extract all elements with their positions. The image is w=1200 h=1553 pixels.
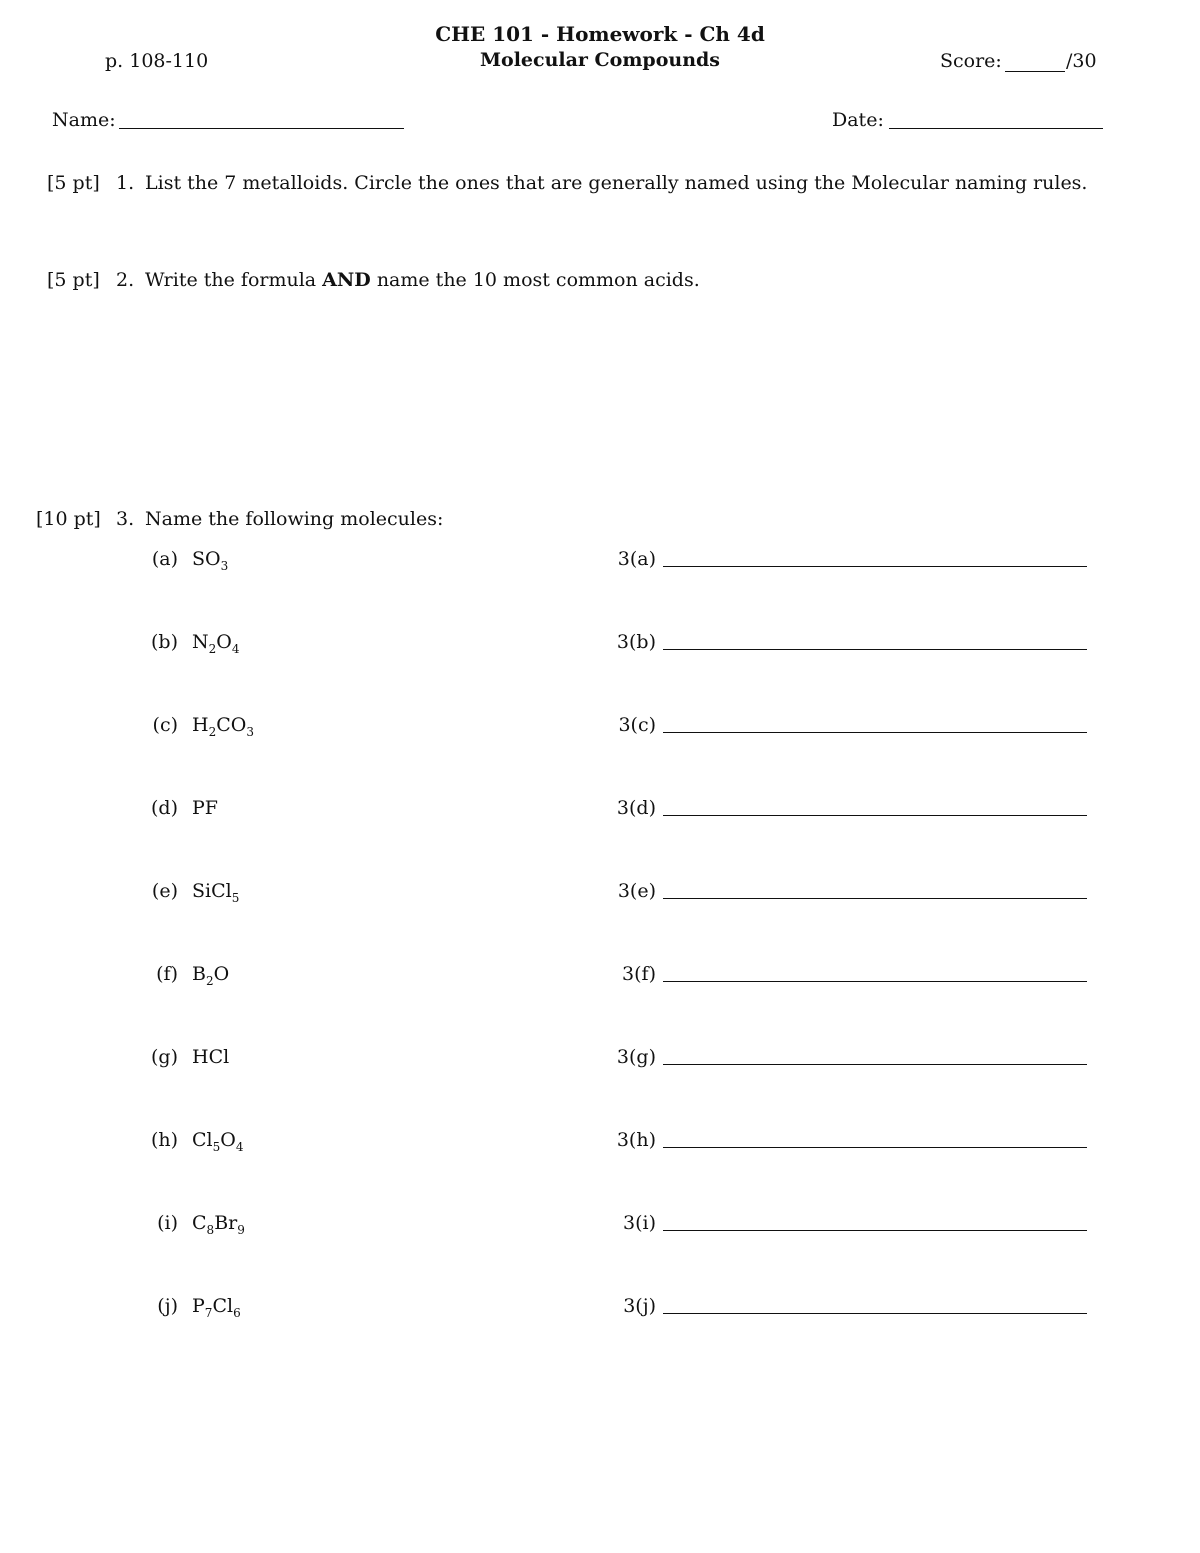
answer-blank[interactable]: [663, 649, 1087, 650]
molecule-formula: HCl: [192, 1046, 230, 1068]
question-2-points: [5 pt]: [47, 269, 100, 291]
answer-label: 3(a): [617, 548, 656, 570]
question-2-text-before: Write the formula: [145, 269, 317, 291]
molecule-item-label: (f): [156, 963, 178, 985]
question-1-points: [5 pt]: [47, 172, 100, 194]
molecule-item-label: (h): [150, 1129, 178, 1151]
answer-label: 3(g): [616, 1046, 656, 1068]
page-subtitle: Molecular Compounds: [479, 49, 720, 71]
answer-blank[interactable]: [663, 1230, 1087, 1231]
molecule-item-label: (g): [151, 1046, 178, 1068]
answer-blank[interactable]: [663, 1147, 1087, 1148]
answer-label: 3(c): [618, 714, 656, 736]
answer-blank[interactable]: [663, 981, 1087, 982]
question-2-text-after: name the 10 most common acids.: [376, 269, 700, 291]
answer-blank[interactable]: [663, 898, 1087, 899]
question-2-text: [145, 269, 700, 291]
question-1-text: List the 7 metalloids. Circle the ones that are generally named using the Molecular naming rules.: [145, 172, 1088, 194]
score-blank[interactable]: [1005, 71, 1065, 72]
name-label: Name:: [52, 109, 116, 131]
page-range: p. 108-110: [105, 50, 209, 72]
question-2-number: 2.: [116, 269, 135, 291]
answer-blank[interactable]: [663, 566, 1087, 567]
molecule-item-label: (b): [151, 631, 178, 653]
answer-label: 3(i): [623, 1212, 656, 1234]
question-1-number: 1.: [116, 172, 135, 194]
page-title: CHE 101 - Homework - Ch 4d: [435, 22, 765, 46]
answer-label: 3(f): [622, 963, 656, 985]
molecule-formula: $C_8Br_9$: [192, 1212, 245, 1237]
answer-blank[interactable]: [663, 1313, 1087, 1314]
score-total: /30: [1066, 50, 1097, 72]
question-2-emphasis: AND: [322, 269, 371, 291]
molecule-formula: $H_2CO_3$: [192, 714, 254, 739]
molecule-item-label: (e): [151, 880, 178, 902]
date-field[interactable]: [889, 128, 1103, 129]
answer-label: 3(e): [617, 880, 656, 902]
molecule-formula: $N_2O_4$: [192, 631, 240, 656]
question-3-text: Name the following molecules:: [145, 508, 444, 530]
molecule-item-label: (i): [157, 1212, 178, 1234]
molecule-formula: $P_7Cl_6$: [192, 1295, 241, 1320]
molecule-formula: $SO_3$: [192, 548, 229, 573]
molecule-formula: $B_2O$: [192, 963, 230, 988]
answer-blank[interactable]: [663, 1064, 1087, 1065]
score-label: Score:: [940, 50, 1002, 72]
answer-label: 3(j): [623, 1295, 656, 1317]
answer-label: 3(b): [616, 631, 656, 653]
question-3-points: [10 pt]: [36, 508, 101, 530]
molecule-formula: SiCl$_5$: [192, 880, 240, 905]
question-3-number: 3.: [116, 508, 135, 530]
name-field[interactable]: [119, 128, 404, 129]
molecule-item-label: (a): [151, 548, 178, 570]
answer-label: 3(d): [616, 797, 656, 819]
answer-label: 3(h): [616, 1129, 656, 1151]
molecule-formula: $Cl_5O_4$: [192, 1129, 244, 1154]
date-label: Date:: [832, 109, 884, 131]
molecule-item-label: (j): [157, 1295, 178, 1317]
molecule-item-label: (d): [151, 797, 178, 819]
molecule-formula: PF: [192, 797, 218, 819]
answer-blank[interactable]: [663, 732, 1087, 733]
molecule-item-label: (c): [152, 714, 178, 736]
answer-blank[interactable]: [663, 815, 1087, 816]
